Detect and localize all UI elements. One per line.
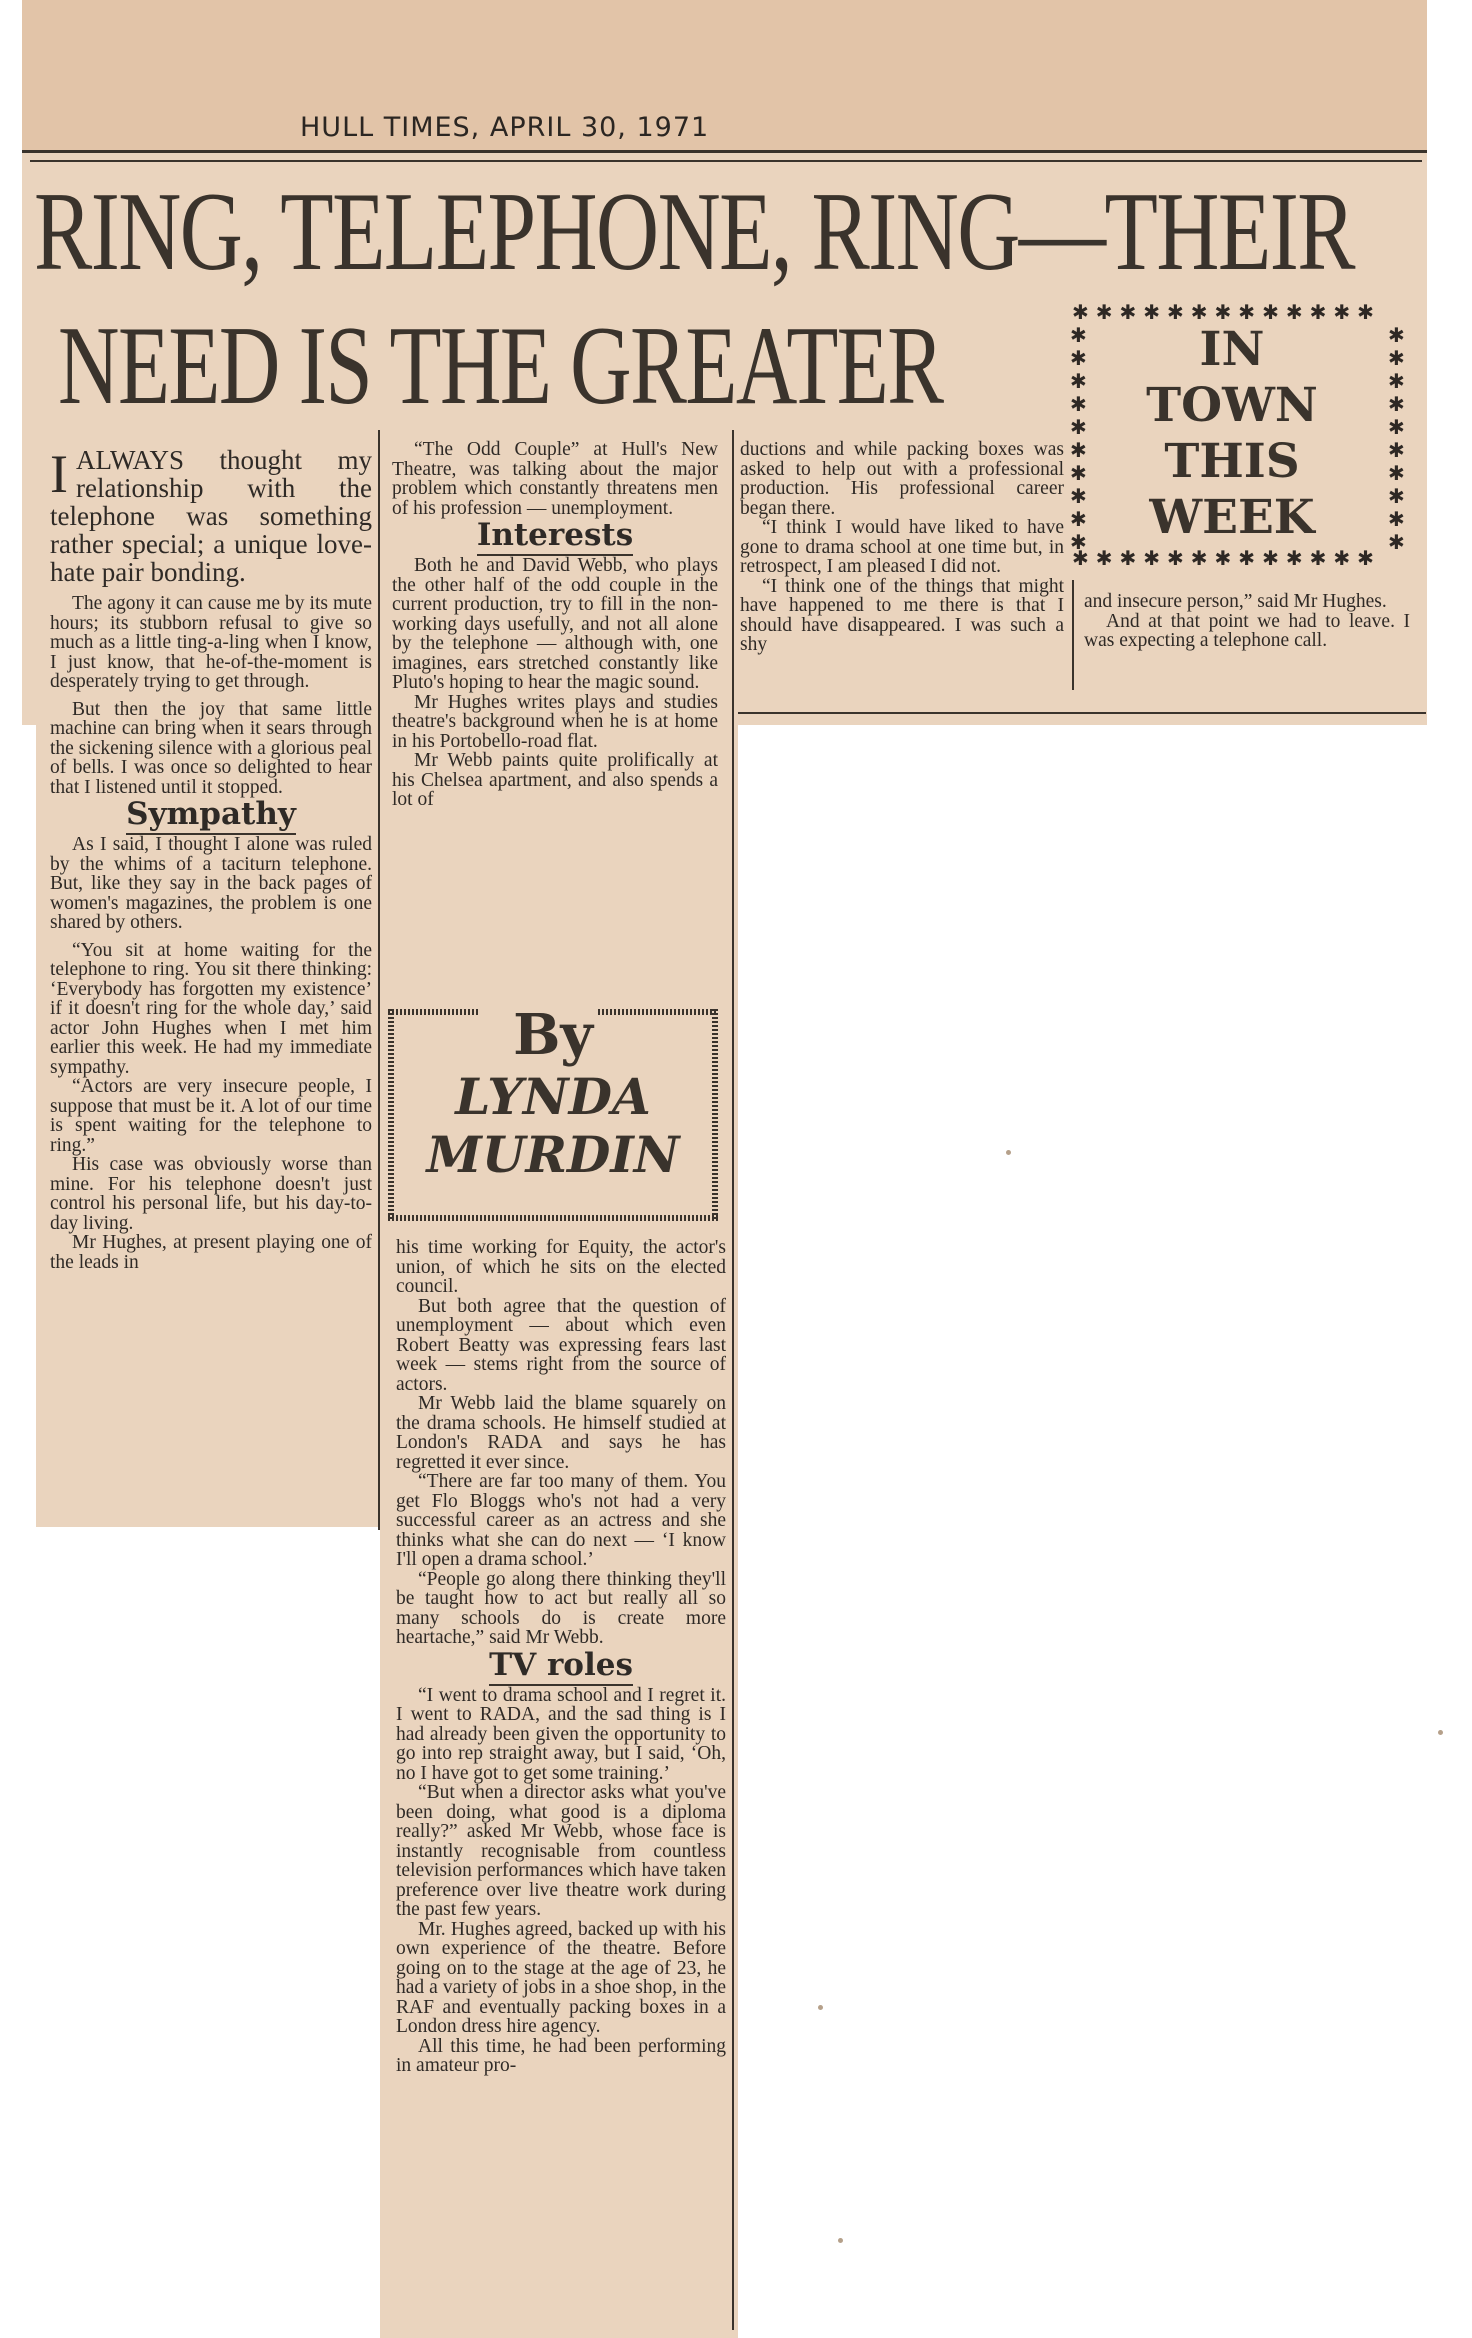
drop-cap: I xyxy=(50,444,68,504)
column-rule-2 xyxy=(732,430,734,2330)
col1-paragraph-4: “You sit at home waiting for the telephone to ring. You sit there thinking: ‘Everybody has forgotten my existence’ if it doesn't ring for the whole day,’ said actor John Hughes when I met him earlier this week. He had my immediate sympathy. xyxy=(50,939,372,1078)
col3-paragraph-2: “I think I would have liked to have gone to drama school at one time but, in retrospect, I am pleased I did not. xyxy=(740,517,1064,577)
bottom-rule-right xyxy=(738,712,1426,714)
col1-paragraph-3: As I said, I thought I alone was ruled by the whims of a taciturn telephone. But, like they say in the back pages of women's magazines, the problem is one shared by others. xyxy=(50,834,372,933)
in-town-this-week-box xyxy=(1070,300,1405,570)
top-rule xyxy=(22,150,1427,153)
col2-paragraph-10: “I went to drama school and I regret it. I went to RADA, and the sad thing is I had already been given the opportunity to go into rep straight away, but I said, ‘Oh, no I have got to get some training.’ xyxy=(396,1684,726,1784)
col1-paragraph-6: His case was obviously worse than mine. For his telephone doesn't just control his personal life, but his day-to-day living. xyxy=(50,1154,372,1234)
col3-paragraph-1: ductions and while packing boxes was asked to help out with a professional production. His professional career began there. xyxy=(740,439,1064,519)
col2-paragraph-8: “There are far too many of them. You get Flo Bloggs who's not had a very successful career as an actress and she thinks what she can do next — ‘I know I'll open a drama school.’ xyxy=(396,1471,726,1570)
byline-box xyxy=(388,1002,718,1225)
speck xyxy=(1006,1150,1011,1155)
subhead-tv-roles-text: TV roles xyxy=(489,1648,633,1686)
col2-paragraph-4: Mr Webb paints quite prolifically at his Chelsea apartment, and also spends a lot of xyxy=(392,750,718,810)
in-town-line-4: WEEK xyxy=(1149,490,1315,545)
byline-by: By xyxy=(513,1002,593,1068)
in-town-line-2: TOWN xyxy=(1146,378,1318,433)
byline-border-bottom xyxy=(388,1215,718,1221)
col2-paragraph-7: Mr Webb laid the blame squarely on the drama schools. He himself studied at London's RADA and says he has regretted it ever since. xyxy=(396,1393,726,1473)
col3-paragraph-3: “I think one of the things that might have happened to me there is that I should have disappeared. I was such a shy xyxy=(740,575,1064,655)
col1-paragraph-2: But then the joy that same little machine can bring when it sears through the sickening silence with a glorious peal of bells. I was once so delighted to hear that I listened until it stopped. xyxy=(50,698,372,798)
col4-paragraph-1: and insecure person,” said Mr Hughes. xyxy=(1084,591,1387,612)
top-rule-inner xyxy=(30,160,1422,162)
column-rule-3 xyxy=(1072,580,1074,690)
column-rule-1 xyxy=(378,430,380,1530)
col2-paragraph-6: But both agree that the question of unemployment — about which even Robert Beatty was expressing fears last week — stems right from the source of actors. xyxy=(396,1295,726,1395)
lead-text: ALWAYS thought my relationship with the telephone was something rather special; a unique love-hate pair bonding. xyxy=(50,445,372,587)
col2-paragraph-13: All this time, he had been performing in amateur pro- xyxy=(396,2035,726,2076)
byline-author-first: LYNDA xyxy=(455,1067,651,1126)
article-column-2-lower xyxy=(396,1238,726,2076)
col4-paragraph-2: And at that point we had to leave. I was expecting a telephone call. xyxy=(1084,610,1410,651)
speck xyxy=(818,2005,823,2010)
star-border-bottom: ✱✱✱✱✱✱✱✱✱✱✱✱✱ xyxy=(1072,546,1381,570)
col1-paragraph-7: Mr Hughes, at present playing one of the leads in xyxy=(50,1232,372,1273)
byline-author-last: MURDIN xyxy=(426,1125,680,1184)
col2-paragraph-5: his time working for Equity, the actor's union, of which he sits on the elected council. xyxy=(396,1237,726,1297)
headline-line-1: RING, TELEPHONE, RING—THEIR xyxy=(34,170,1354,294)
subhead-interests-text: Interests xyxy=(477,518,633,556)
in-town-line-1: IN xyxy=(1199,322,1265,377)
star-border-top: ✱✱✱✱✱✱✱✱✱✱✱✱✱ xyxy=(1072,300,1381,324)
in-town-this-week-label xyxy=(1102,322,1362,546)
col2-paragraph-3: Mr Hughes writes plays and studies theatre's background when he is at home in his Portobello-road flat. xyxy=(392,691,718,752)
star-border-right: ✱ ✱ ✱ ✱ ✱ ✱ ✱ ✱ ✱ ✱ xyxy=(1388,323,1405,554)
col1-paragraph-1: The agony it can cause me by its mute hours; its stubborn refusal to give so much as a little ting-a-ling when I know, I just know, that he-of-the-moment is desperately trying to get through. xyxy=(50,593,372,692)
subhead-tv-roles xyxy=(396,1648,726,1686)
dateline: HULL TIMES, APRIL 30, 1971 xyxy=(300,112,710,143)
col2-paragraph-9: “People go along there thinking they'll be taught how to act but really all so many schools do is create more heartache,” said Mr Webb. xyxy=(396,1568,726,1648)
col2-paragraph-1: “The Odd Couple” at Hull's New Theatre, was talking about the major problem which constantly threatens men of his profession — unemployment. xyxy=(392,439,718,519)
subhead-interests xyxy=(392,518,718,556)
speck xyxy=(1438,1730,1443,1735)
article-column-2-upper xyxy=(392,440,718,810)
col2-paragraph-2: Both he and David Webb, who plays the other half of the odd couple in the current production, try to fill in the non-working days usefully, and not all alone by the telephone — although with, one imagines, ears stretched constantly like Pluto's hoping to hear the magic sound. xyxy=(392,555,718,693)
article-column-3 xyxy=(740,440,1064,655)
subhead-sympathy-text: Sympathy xyxy=(126,797,296,835)
col2-paragraph-12: Mr. Hughes agreed, backed up with his own experience of the theatre. Before going on to the stage at the age of 23, he had a variety of jobs in a shoe shop, in the RAF and eventually packing boxes in a London dress hire agency. xyxy=(396,1918,726,2037)
subhead-sympathy xyxy=(50,797,372,835)
col2-paragraph-11: “But when a director asks what you've been doing, what good is a diploma really?” asked Mr Webb, whose face is instantly recognisable from countless television performances which have taken preference over live theatre work during the past few years. xyxy=(396,1782,726,1920)
speck xyxy=(838,2238,843,2243)
headline-line-2: NEED IS THE GREATER xyxy=(58,304,943,428)
lead-paragraph xyxy=(50,446,372,586)
article-column-4 xyxy=(1084,592,1410,651)
article-column-1 xyxy=(50,446,372,1272)
in-town-line-3: THIS xyxy=(1164,434,1300,489)
star-border-left: ✱ ✱ ✱ ✱ ✱ ✱ ✱ ✱ ✱ ✱ xyxy=(1070,323,1087,554)
col1-paragraph-5: “Actors are very insecure people, I suppose that must be it. A lot of our time is spent waiting for the telephone to ring.” xyxy=(50,1076,372,1156)
